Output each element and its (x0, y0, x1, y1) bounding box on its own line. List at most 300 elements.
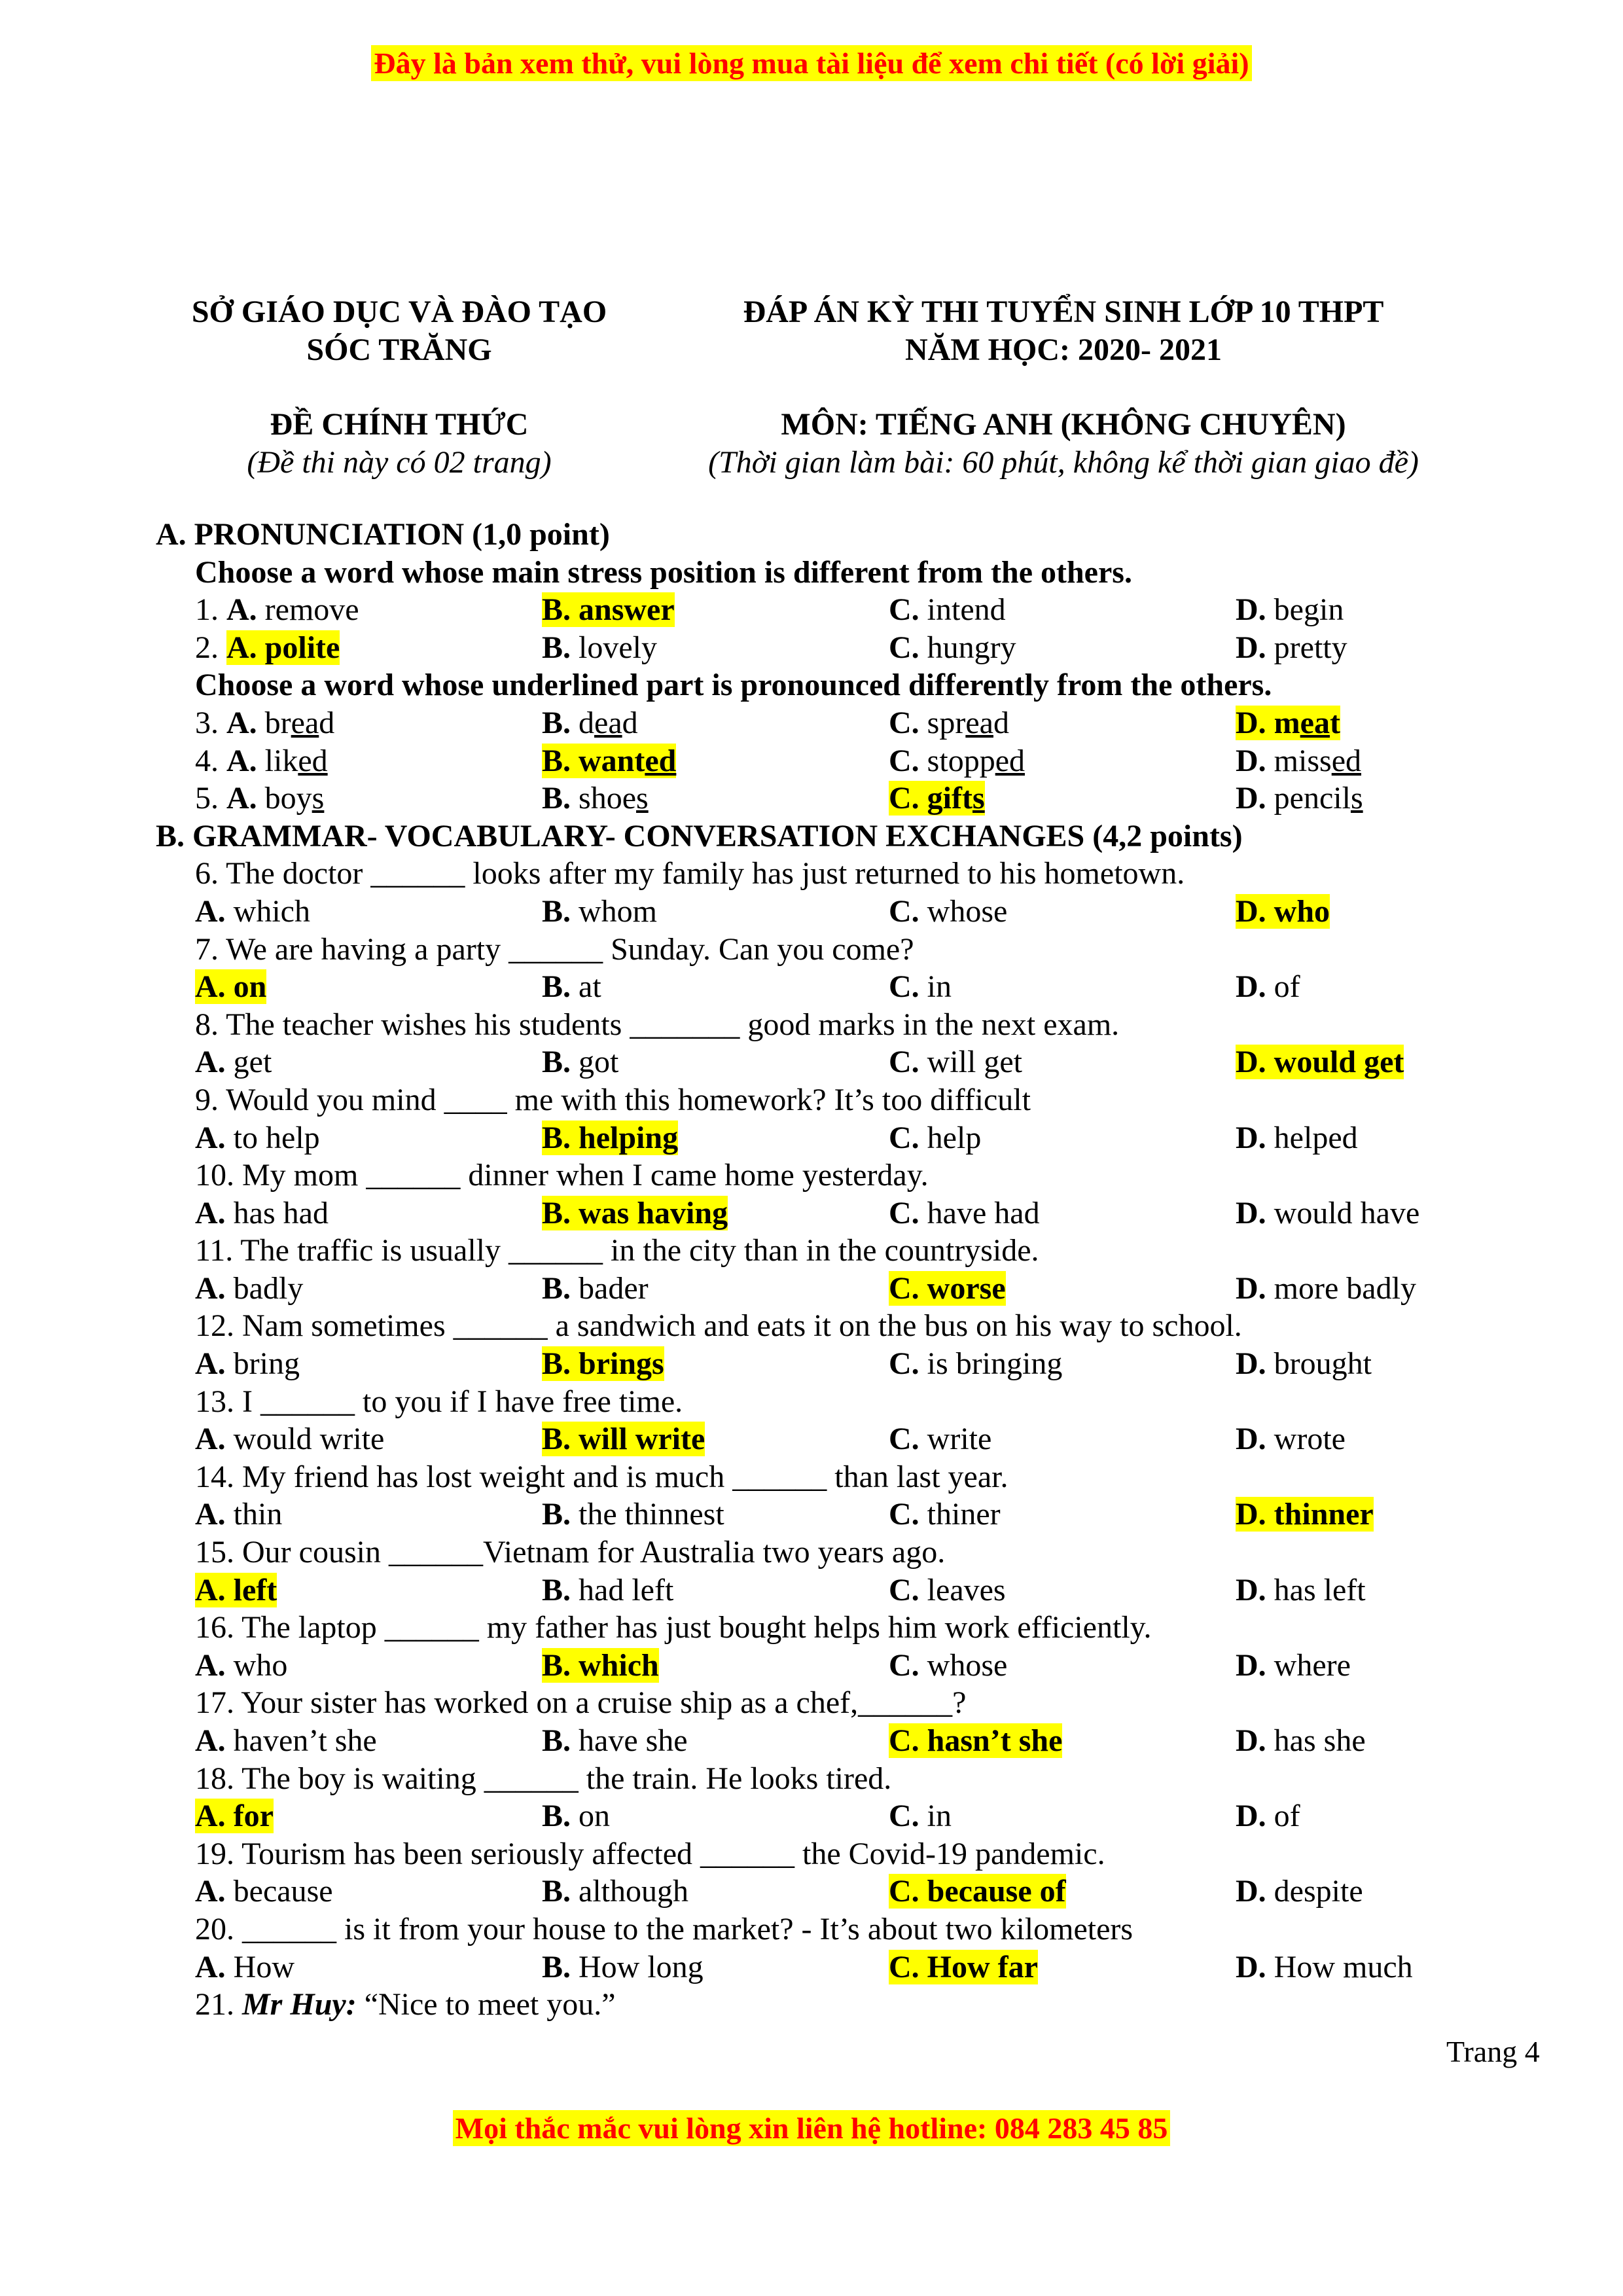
option (542, 1420, 705, 1458)
option (195, 968, 266, 1006)
page-count-note: (Đề thi này có 02 trang) (247, 445, 552, 480)
option-text (195, 1874, 333, 1909)
option (889, 591, 1006, 629)
option (889, 1194, 1040, 1232)
underlined-part: ea (1300, 705, 1330, 740)
option (889, 1420, 991, 1458)
option-letter: C. (889, 1346, 919, 1382)
option (889, 780, 985, 817)
options-row (156, 1948, 1530, 1986)
option-word-start: shoe (571, 781, 636, 816)
page-number: Trang 4 (1446, 2035, 1540, 2068)
option-text (889, 630, 1016, 665)
option-letter: D. (1236, 705, 1266, 740)
option-letter: B. (542, 1799, 571, 1834)
option-letter: A. (226, 592, 257, 628)
option (195, 1873, 333, 1910)
option-letter: C. (889, 1120, 919, 1155)
option (1236, 1119, 1358, 1157)
option-text (889, 1196, 1040, 1230)
option-letter: C. (889, 969, 919, 1005)
question-text: 18. The boy is waiting ______ the train. He looks tired. (195, 1761, 892, 1796)
correct-answer (542, 1346, 664, 1381)
option-letter: B. (542, 1120, 571, 1155)
exam-title-header (661, 293, 1466, 369)
option-text (1236, 1422, 1346, 1456)
option-word: the thinnest (571, 1497, 724, 1532)
option-letter: A. (195, 1799, 226, 1834)
option-word: on (571, 1799, 611, 1834)
question-text: 19. Tourism has been seriously affected ______ the Covid-19 pandemic. (195, 1836, 1105, 1871)
option (542, 1873, 688, 1910)
option-letter: C. (889, 1874, 919, 1909)
option-letter: C. (889, 705, 919, 740)
option-word-end: d (993, 705, 1009, 740)
option-word-start: boy (257, 781, 312, 816)
option (889, 1797, 952, 1835)
option (195, 629, 340, 667)
hotline-text: Mọi thắc mắc vui lòng xin liên hệ hotline: 084 283 45 85 (453, 2110, 1171, 2146)
option (889, 1948, 1038, 1986)
option-letter: D. (1236, 893, 1266, 929)
option (195, 1571, 277, 1609)
option-text (889, 894, 1007, 929)
province-name: SÓC TRĂNG (306, 332, 492, 367)
correct-answer (542, 1196, 728, 1230)
option-text (195, 1346, 300, 1381)
underlined-part: s (312, 781, 325, 816)
option-word: because of (919, 1874, 1066, 1909)
option (1236, 591, 1344, 629)
option (1236, 1270, 1416, 1308)
option-letter: D. (1236, 781, 1266, 816)
option-word: thiner (919, 1497, 1001, 1532)
option-letter: C. (889, 1195, 919, 1230)
option-letter: A. (195, 1723, 226, 1758)
option (195, 780, 324, 817)
correct-answer (1236, 706, 1340, 740)
option-word: was having (571, 1195, 728, 1230)
option-text (542, 1950, 704, 1984)
options-row (156, 1797, 1530, 1835)
option-text (1236, 1799, 1300, 1833)
option-letter: D. (1236, 1723, 1266, 1758)
option (889, 1496, 1001, 1534)
option-word: get (225, 1045, 272, 1080)
option-letter: D. (1236, 1120, 1266, 1155)
options-row (156, 1647, 1530, 1685)
option-text (1236, 969, 1300, 1004)
option-letter: D. (1236, 1195, 1266, 1230)
option-word: begin (1266, 592, 1344, 628)
option-word: thinner (1266, 1497, 1374, 1532)
options-row (156, 1270, 1530, 1308)
question-text: 9. Would you mind ____ me with this homework? It’s too difficult (195, 1082, 1031, 1117)
option (1236, 1647, 1351, 1685)
option-word: leaves (919, 1572, 1006, 1607)
option-word-start: d (571, 705, 595, 740)
option-word-start: stopp (919, 743, 995, 778)
option-word: have had (919, 1195, 1040, 1230)
question-text: 17. Your sister has worked on a cruise ship as a chef,______? (195, 1685, 967, 1721)
option-text (889, 1422, 991, 1456)
correct-answer (542, 592, 675, 627)
option-word-end: t (1329, 705, 1340, 740)
option-text (542, 1045, 618, 1079)
option-letter: C. (889, 743, 919, 778)
option-text (889, 1648, 1007, 1683)
option-letter: A. (195, 1045, 226, 1080)
option-word: would get (1266, 1045, 1404, 1080)
question-number: 5. (195, 781, 226, 816)
option-text (1236, 1346, 1372, 1381)
option-letter: B. (542, 1346, 571, 1382)
question-row (156, 591, 1530, 629)
speaker-name: Mr Huy: (242, 1987, 357, 2022)
underlined-part: ea (965, 705, 993, 740)
grammar-questions (156, 855, 1530, 1986)
option-letter: A. (195, 1270, 226, 1306)
options-row (156, 1571, 1530, 1609)
option (195, 1948, 294, 1986)
option (542, 704, 638, 742)
option (542, 629, 657, 667)
section-a-title: A. PRONUNCIATION (1,0 point) (156, 517, 610, 552)
option-text (195, 1422, 384, 1456)
department-header (151, 293, 648, 369)
option (889, 1119, 981, 1157)
option (1236, 1873, 1363, 1910)
option-text (889, 969, 952, 1004)
option-letter: D. (1236, 630, 1266, 665)
option-word: has left (1266, 1572, 1366, 1607)
option-letter: A. (195, 1497, 226, 1532)
underlined-part: ed (298, 743, 328, 778)
question-number: 3. (195, 705, 226, 740)
option-text (1236, 1874, 1363, 1909)
option (195, 704, 334, 742)
option-letter: C. (889, 1572, 919, 1607)
options-row (156, 893, 1530, 931)
correct-answer (195, 1573, 277, 1607)
option (889, 629, 1016, 667)
option-word-start: pencil (1266, 781, 1351, 816)
option-text (1236, 592, 1344, 627)
options-row (156, 1194, 1530, 1232)
option-text (226, 706, 334, 740)
option-word: brought (1266, 1346, 1372, 1382)
option (889, 968, 952, 1006)
option-letter: B. (542, 630, 571, 665)
option-word: of (1266, 969, 1300, 1005)
option-word: hasn’t she (919, 1723, 1063, 1758)
stress-questions (156, 591, 1530, 666)
option-text (889, 1045, 1022, 1079)
options-row (156, 1722, 1530, 1760)
option-text (889, 1573, 1006, 1607)
option-text (542, 1573, 673, 1607)
option-letter: B. (542, 743, 571, 778)
option-word: in (919, 1799, 952, 1834)
option-text (1236, 1271, 1416, 1306)
option-word: who (225, 1647, 288, 1683)
sound-questions (156, 704, 1530, 817)
question-row (156, 780, 1530, 817)
option-letter: C. (889, 1270, 919, 1306)
option-word: had left (571, 1572, 674, 1607)
option-word: answer (571, 592, 675, 628)
stress-instruction: Choose a word whose main stress position is different from the others. (195, 554, 1132, 590)
option-text (542, 1497, 724, 1532)
option (1236, 1571, 1366, 1609)
option-letter: A. (195, 1346, 226, 1382)
underlined-part: s (636, 781, 649, 816)
option-word: have she (571, 1723, 688, 1758)
option-letter: A. (195, 1572, 226, 1607)
option-letter: A. (226, 630, 257, 665)
option-letter: D. (1236, 592, 1266, 628)
question-text: 7. We are having a party ______ Sunday. Can you come? (195, 931, 914, 967)
option-word: of (1266, 1799, 1300, 1834)
option (542, 1194, 728, 1232)
option (195, 893, 310, 931)
sound-instruction: Choose a word whose underlined part is pronounced differently from the others. (195, 668, 1272, 703)
option-word: pretty (1266, 630, 1347, 665)
option (195, 1797, 274, 1835)
option-text (1236, 1648, 1351, 1683)
option-text (542, 969, 601, 1004)
option-word: polite (257, 630, 340, 665)
option-word: How far (919, 1949, 1038, 1984)
option-word: intend (919, 592, 1006, 628)
option (542, 591, 675, 629)
option-word: left (225, 1572, 277, 1607)
question-text: 13. I ______ to you if I have free time. (195, 1384, 683, 1419)
exam-title: ĐÁP ÁN KỲ THI TUYỂN SINH LỚP 10 THPT (743, 295, 1384, 329)
hotline-banner (0, 2111, 1623, 2145)
question-text: 16. The laptop ______ my father has just bought helps him work efficiently. (195, 1610, 1152, 1645)
option-letter: D. (1236, 1647, 1266, 1683)
option-word: badly (225, 1270, 304, 1306)
correct-answer (1236, 894, 1330, 929)
option-letter: D. (1236, 1874, 1266, 1909)
option-letter: B. (542, 1723, 571, 1758)
option (542, 1043, 618, 1081)
option-text (195, 1045, 272, 1079)
correct-answer (542, 1648, 659, 1683)
option (542, 893, 657, 931)
question-21 (156, 1986, 1530, 2024)
option-word: will get (919, 1045, 1022, 1080)
option-word: brings (571, 1346, 664, 1382)
correct-answer (195, 1799, 274, 1833)
option-letter: D. (1236, 1422, 1266, 1457)
option-word: where (1266, 1647, 1351, 1683)
speaker-quote: “Nice to meet you.” (364, 1987, 616, 2022)
options-row (156, 1119, 1530, 1157)
option-letter: D. (1236, 743, 1266, 778)
option-word: bader (571, 1270, 649, 1306)
department-name: SỞ GIÁO DỤC VÀ ĐÀO TẠO (191, 295, 607, 329)
option-letter: B. (542, 1874, 571, 1909)
option (195, 591, 359, 629)
option-letter: B. (542, 781, 571, 816)
option-letter: C. (889, 630, 919, 665)
option-letter: C. (889, 893, 919, 929)
option-letter: B. (542, 1270, 571, 1306)
option-text (195, 1950, 294, 1984)
underlined-part: s (972, 781, 985, 816)
option-word-end: d (622, 705, 638, 740)
question-text: 8. The teacher wishes his students _______ good marks in the next exam. (195, 1007, 1120, 1042)
option-letter: A. (195, 1195, 226, 1230)
option-text (1236, 1723, 1366, 1758)
option-word-start: lik (257, 743, 298, 778)
option-word: hungry (919, 630, 1016, 665)
option-letter: B. (542, 1497, 571, 1532)
option-word-start: want (571, 743, 645, 778)
option-word: whose (919, 1647, 1008, 1683)
option-word: in (919, 969, 952, 1005)
option (1236, 1043, 1404, 1081)
option-text (1236, 1573, 1366, 1607)
option-word: which (225, 893, 310, 929)
option-letter: B. (542, 1422, 571, 1457)
option-text (889, 1121, 981, 1155)
option-letter: A. (195, 1120, 226, 1155)
option (195, 1496, 282, 1534)
option-letter: B. (542, 592, 571, 628)
option (1236, 1948, 1413, 1986)
option-word: thin (225, 1497, 283, 1532)
answer-key-body (156, 516, 1530, 2024)
option-word: help (919, 1120, 982, 1155)
option-letter: B. (542, 893, 571, 929)
option-letter: B. (542, 705, 571, 740)
option-letter: A. (226, 743, 257, 778)
option-word: is bringing (919, 1346, 1063, 1382)
option-letter: D. (1236, 1497, 1266, 1532)
question-text: 10. My mom ______ dinner when I came home yesterday. (195, 1158, 929, 1193)
underlined-part: ea (594, 705, 622, 740)
option-letter: A. (195, 893, 226, 929)
option-letter: D. (1236, 1346, 1266, 1382)
option-text (195, 1121, 320, 1155)
option (889, 1647, 1007, 1685)
question-row (156, 629, 1530, 667)
option-letter: B. (542, 1045, 571, 1080)
option-letter: B. (542, 1647, 571, 1683)
option-text (542, 1874, 688, 1909)
option-word: whom (571, 893, 658, 929)
option (542, 1270, 649, 1308)
option (542, 1797, 610, 1835)
option-letter: A. (195, 1874, 226, 1909)
option-word: who (1266, 893, 1330, 929)
option-word: worse (919, 1270, 1006, 1306)
option-letter: C. (889, 1497, 919, 1532)
option (195, 1420, 384, 1458)
question-number: 2. (195, 630, 226, 665)
option-letter: C. (889, 592, 919, 628)
option-text (195, 1723, 377, 1758)
option-letter: C. (889, 781, 919, 816)
question-text: 12. Nam sometimes ______ a sandwich and eats it on the bus on his way to school. (195, 1308, 1242, 1344)
option-text (542, 1271, 649, 1306)
option (542, 780, 649, 817)
option-text (195, 894, 310, 929)
option (542, 1948, 704, 1986)
options-row (156, 1496, 1530, 1534)
option-word: has had (225, 1195, 329, 1230)
option (542, 1722, 688, 1760)
correct-answer (1236, 1045, 1404, 1079)
option-text (1236, 1950, 1413, 1984)
time-note: (Thời gian làm bài: 60 phút, không kể thời gian giao đề) (708, 445, 1419, 480)
option-letter: A. (226, 781, 257, 816)
option-letter: B. (542, 1572, 571, 1607)
option-text (542, 630, 657, 665)
option-text (1236, 1121, 1358, 1155)
option-letter: D. (1236, 969, 1266, 1005)
option-word: How (225, 1949, 294, 1984)
option (1236, 1194, 1419, 1232)
option (1236, 742, 1361, 780)
option-word: at (571, 969, 601, 1005)
option (195, 742, 328, 780)
option (889, 1722, 1062, 1760)
option (1236, 704, 1340, 742)
option-letter: B. (542, 1949, 571, 1984)
option-letter: D. (1236, 1270, 1266, 1306)
correct-answer (889, 1723, 1062, 1758)
option (542, 1345, 664, 1383)
option (1236, 1722, 1366, 1760)
option-letter: B. (542, 969, 571, 1005)
option-word-start: spr (919, 705, 966, 740)
option-word-start: br (257, 705, 291, 740)
option-word-start: miss (1266, 743, 1332, 778)
question-text: 15. Our cousin ______Vietnam for Australia two years ago. (195, 1535, 946, 1570)
option-text (889, 744, 1025, 778)
options-row (156, 1873, 1530, 1910)
option-letter: A. (195, 1949, 226, 1984)
question-number: 21. (195, 1987, 234, 2022)
option-letter: C. (889, 1723, 919, 1758)
option-word: How much (1266, 1949, 1413, 1984)
option-word: helping (571, 1120, 679, 1155)
underlined-part: ea (291, 705, 319, 740)
official-label: ĐỀ CHÍNH THỨC (270, 407, 529, 442)
option (195, 1270, 303, 1308)
option-letter: C. (889, 1799, 919, 1834)
option-text (1236, 1196, 1419, 1230)
option (1236, 968, 1300, 1006)
option-word: wrote (1266, 1422, 1346, 1457)
underlined-part: ed (995, 743, 1025, 778)
underlined-part: ed (1331, 743, 1362, 778)
option-letter: D. (1236, 1949, 1266, 1984)
underlined-part: ed (645, 743, 677, 778)
underlined-part: s (1350, 781, 1363, 816)
option (889, 1270, 1006, 1308)
option (1236, 1496, 1374, 1534)
option-word: haven’t she (225, 1723, 377, 1758)
option-text (195, 1196, 329, 1230)
option-text (1236, 781, 1363, 816)
option-word: will write (571, 1422, 705, 1457)
option-text (542, 781, 649, 816)
